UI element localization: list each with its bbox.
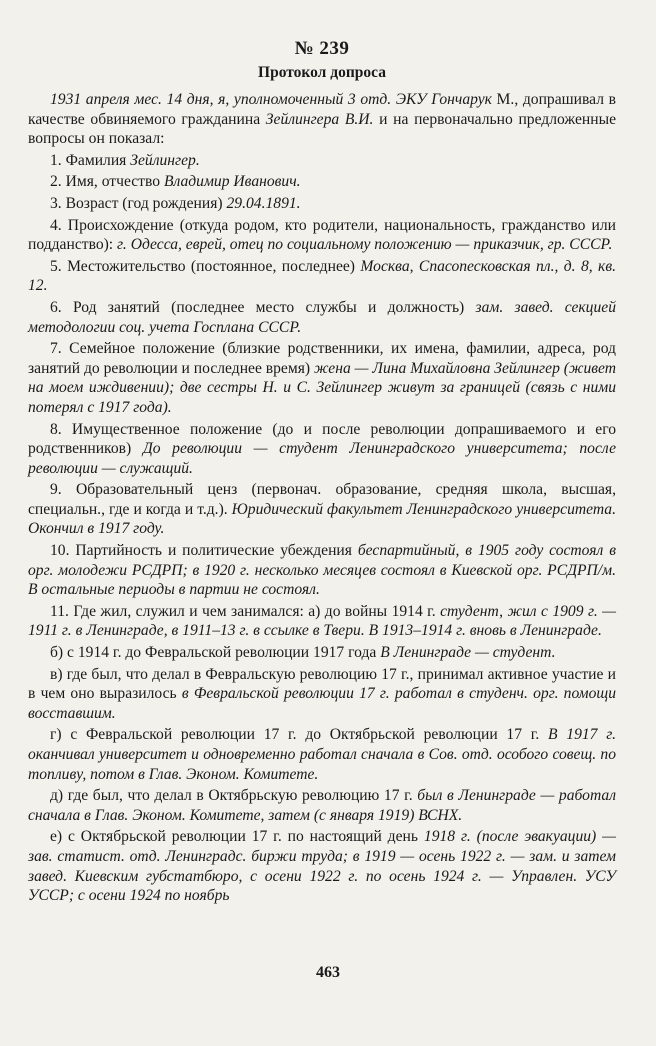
paragraph-q11v [28, 665, 616, 724]
handwritten-answer: 1918 г. (после эвакуации) — зав. статист. отд. Ленинградс. биржи труда; в 1919 — осень 1922 г. — зам. и затем завед. Киевским губстатбюро, с осени 1922 г. по осень 1924 г. — Управлен. УСУ УССР; с осени 1924 по ноябрь [28, 828, 617, 905]
handwritten-answer: До революции — студент Ленинградского университета; после революции — служащий. [28, 440, 616, 477]
paragraph-q5 [28, 257, 616, 296]
paragraph-q11g [28, 725, 616, 784]
printed-question: в) где был, что делал в Февральскую революцию 17 г., принимал активное участие и в чем оно выразилось [28, 665, 616, 703]
handwritten-answer: г. Одесса, еврей, отец по социальному положению — приказчик, гр. СССР. [117, 236, 613, 254]
handwritten-answer: Владимир Иванович. [163, 173, 301, 191]
printed-question: 7. Семейное положение (близкие родственники, их имена, фамилии, адреса, род занятий до революции и последнее время) [28, 340, 616, 377]
handwritten-answer: жена — Лина Михайловна Зейлингер (живет на моем иждивении); две сестры Н. и С. Зейлингер живут за границей (связь с ними потерял с 1917 года). [28, 359, 616, 416]
printed-question: д) где был, что делал в Октябрьскую революцию 17 г. [50, 787, 418, 805]
paragraph-q11b [28, 643, 616, 663]
printed-question: б) с 1914 г. до Февральской революции 1917 года [50, 644, 381, 662]
printed-question: 6. Род занятий (последнее место службы и должность) [50, 298, 476, 316]
printed-question: 3. Возраст (год рождения) [50, 194, 227, 212]
paragraph-q11d [28, 786, 616, 825]
handwritten-answer: 29.04.1891. [226, 194, 301, 212]
printed-question: 9. Образовательный ценз (первонач. образование, средняя школа, высшая, специальн., где и когда и т.д.). [28, 481, 616, 518]
paragraph-q11 [28, 602, 616, 641]
handwritten-answer: в Февральской революции 17 г. работал в студенч. орг. помощи восставшим. [28, 685, 617, 722]
paragraph-q8 [28, 420, 616, 479]
paragraph-q6 [28, 298, 616, 337]
printed-question: 10. Партийность и политические убеждения [50, 542, 358, 560]
paragraph-q7 [28, 339, 616, 417]
handwritten-answer: В Ленинграде — студент. [380, 644, 556, 662]
printed-question: 8. Имущественное положение (до и после революции допрашиваемого и его родственников) [28, 420, 616, 458]
handwritten-answer: беспартийный, в 1905 году состоял в орг. молодежи РСДРП; в 1920 г. несколько месяцев состоял в Киевской орг. РСДРП/м. В остальные периоды в партии не состоял. [28, 542, 616, 599]
printed-question: 2. Имя, отчество [50, 173, 164, 191]
printed-question: 11. Где жил, служил и чем занимался: а) до войны 1914 г. [50, 602, 441, 620]
printed-question: 5. Местожительство (постоянное, последнее) [50, 257, 361, 275]
handwritten-answer: Зейлингера В.И. [265, 110, 374, 128]
printed-question: М., допрашивал в качестве обвиняемого гражданина [28, 91, 616, 128]
handwritten-answer: 1931 апреля мес. 14 дня, я, уполномоченный 3 отд. ЭКУ Гончарук [50, 91, 492, 108]
paragraph-q9 [28, 480, 616, 539]
paragraph-q2 [28, 172, 616, 192]
paragraph-q11e [28, 827, 616, 905]
document-title: Протокол допроса [258, 64, 386, 81]
page-number: 463 [316, 964, 340, 981]
paragraph-q4 [28, 216, 616, 255]
handwritten-answer: В 1917 г. оканчивал университет и одновременно работал сначала в Сов. отд. особого совещ. по топливу, потом в Глав. Эконом. Комитете. [28, 726, 616, 783]
paragraph-q3 [28, 194, 616, 214]
paragraph-q1 [28, 151, 616, 171]
handwritten-answer: Зейлингер. [130, 151, 200, 169]
handwritten-answer: Юридический факультет Ленинградского университета. Окончил в 1917 году. [28, 500, 617, 538]
protocol-body [28, 90, 616, 906]
handwritten-answer: был в Ленинграде — работал сначала в Глав. Эконом. Комитете, затем (с января 1919) ВСНХ. [28, 787, 616, 824]
paragraph-intro [28, 90, 616, 149]
handwritten-answer: Москва, Спасопесковская пл., д. 8, кв. 12. [28, 257, 616, 295]
printed-question: и на первоначально предложенные вопросы он показал: [28, 110, 616, 148]
printed-question: е) с Октябрьской революции 17 г. по настоящий день [50, 828, 424, 846]
printed-question: г) с Февральской революции 17 г. до Октябрьской революции 17 г. [50, 726, 549, 744]
paragraph-q10 [28, 541, 616, 600]
document-number: № 239 [294, 38, 350, 59]
printed-question: 4. Происхождение (откуда родом, кто родители, национальность, гражданство или подданство): [28, 216, 616, 254]
handwritten-answer: зам. завед. секцией методологии соц. учета Госплана СССР. [28, 298, 616, 336]
printed-question: 1. Фамилия [50, 151, 131, 169]
handwritten-answer: студент, жил с 1909 г. — 1911 г. в Ленинграде, в 1911–13 г. в ссылке в Твери. В 1913–1914 г. вновь в Ленинграде. [28, 602, 616, 640]
